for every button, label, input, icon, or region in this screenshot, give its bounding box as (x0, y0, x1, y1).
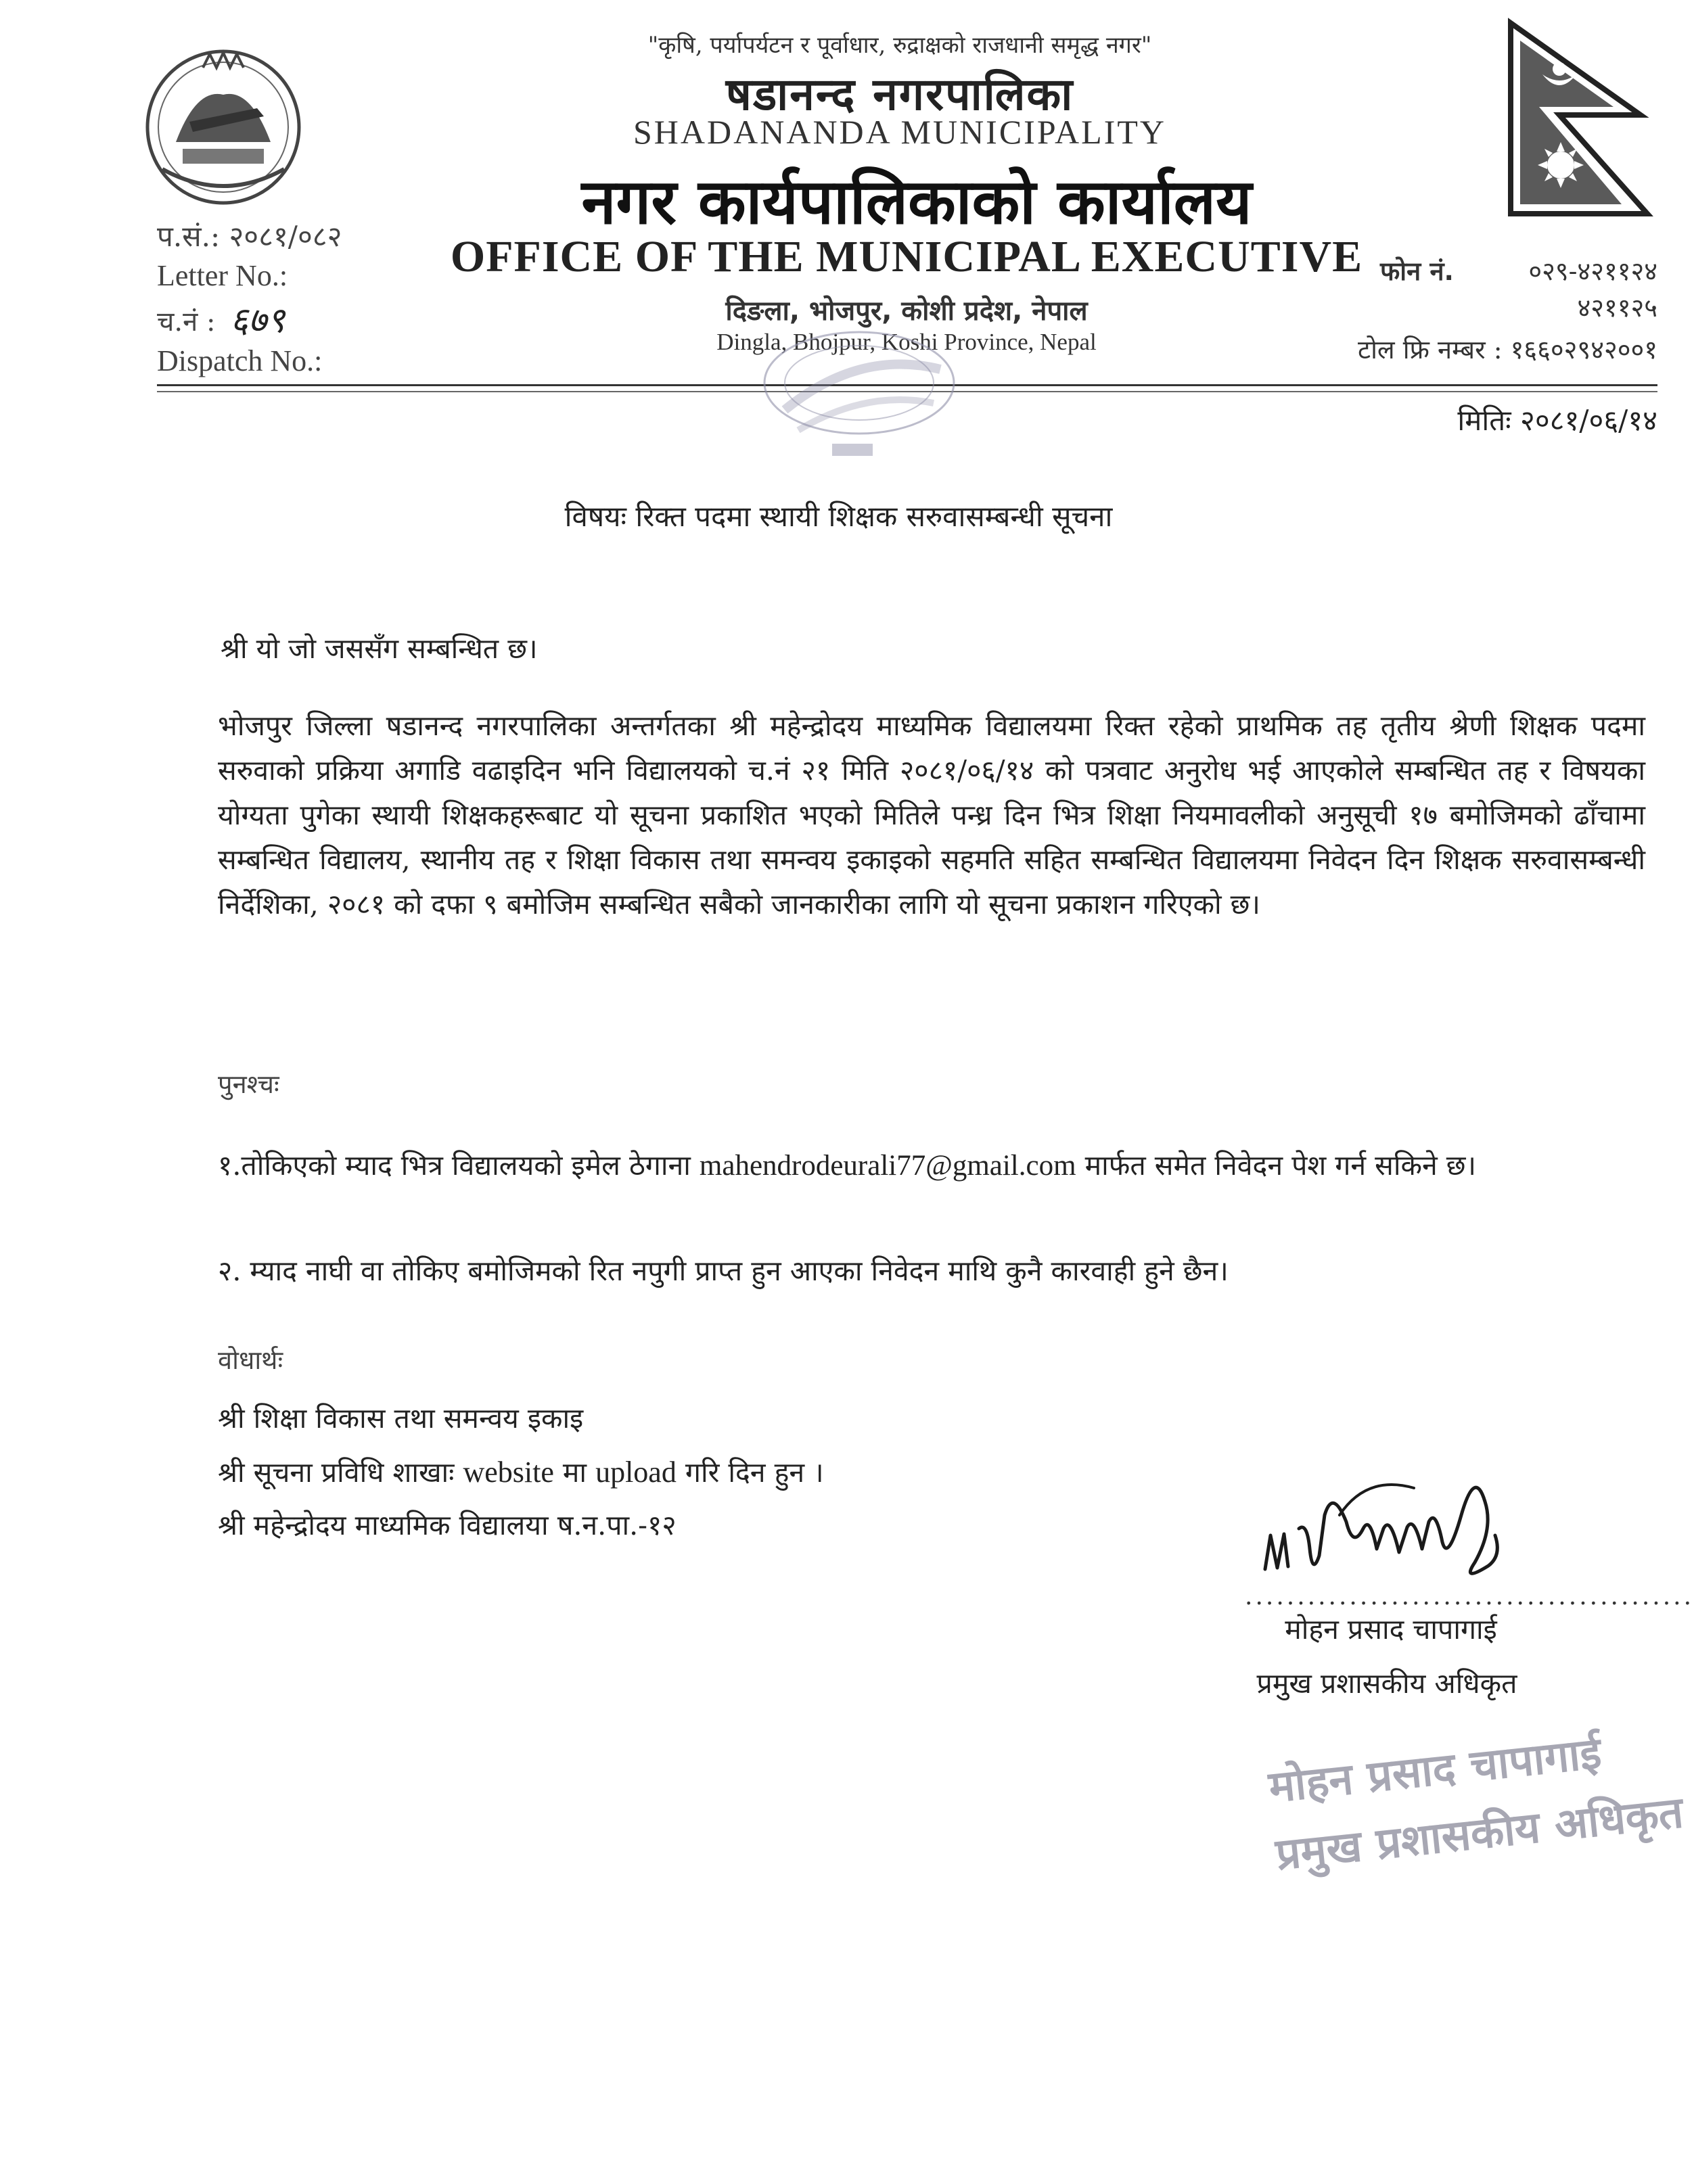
postscript-label: पुनश्चः (218, 1069, 279, 1099)
cc-recipient-2-c: मा (562, 1456, 587, 1489)
address-english: Dingla, Bhojpur, Koshi Province, Nepal (716, 329, 1097, 355)
letter-number-english-label: Letter No.: (157, 259, 288, 292)
office-name-english: OFFICE OF THE MUNICIPAL EXECUTIVE (450, 232, 1363, 281)
letter-subject: विषयः रिक्त पदमा स्थायी शिक्षक सरुवासम्बन्धी सूचना (564, 500, 1113, 533)
cc-recipient-2-upload: upload (595, 1456, 677, 1489)
nepal-emblem-icon (135, 41, 311, 210)
postscript-item-1-text: १.तोकिएको म्याद भित्र विद्यालयको इमेल ठेगाना (218, 1149, 691, 1182)
signatory-title: प्रमुख प्रशासकीय अधिकृत (1256, 1667, 1517, 1700)
dispatch-number-handwritten: ६७९ (230, 300, 285, 341)
signature-line: ........................................... (1245, 1583, 1694, 1610)
postscript-item-1-text-end: मार्फत समेत निवेदन पेश गर्न सकिने छ। (1084, 1149, 1477, 1182)
school-email-address: mahendrodeurali77@gmail.com (699, 1150, 1076, 1182)
phone-number-1: ०२९-४२११२४ (1528, 256, 1657, 286)
signatory-name: मोहन प्रसाद चापागाई (1285, 1613, 1497, 1646)
cc-recipient-2-e: गरि दिन हुन । (685, 1456, 824, 1489)
office-name-nepali: नगर कार्यपालिकाको कार्यालय (581, 166, 1252, 238)
cc-recipient-2 (218, 1453, 824, 1491)
stamp-name-line: मोहन प्रसाद चापागाई (1266, 1728, 1604, 1813)
cc-label: वोधार्थः (218, 1345, 283, 1375)
municipality-name-english: SHADANANDA MUNICIPALITY (633, 113, 1167, 151)
dispatch-number-nepali-label: च.नं : (157, 306, 216, 338)
letter-number-nepali: प.सं.: २०८१/०८२ (157, 220, 342, 253)
dispatch-number-english-label: Dispatch No.: (157, 344, 323, 377)
toll-free-number: टोल फ्रि नम्बर : १६६०२९४२००१ (1357, 335, 1657, 365)
postscript-item-1 (218, 1143, 1645, 1188)
municipality-motto: "कृषि, पर्यापर्यटन र पूर्वाधार, रुद्राक्षको राजधानी समृद्ध नगर" (647, 32, 1152, 59)
signatory-name-stamp (1258, 1711, 1686, 1905)
office-seal-stamp (744, 329, 961, 464)
handwritten-signature (1245, 1447, 1529, 1596)
municipality-name-nepali: षडानन्द नगरपालिका (725, 68, 1074, 120)
cc-recipient-1: श्री शिक्षा विकास तथा समन्वय इकाइ (218, 1402, 584, 1435)
cc-recipient-3: श्री महेन्द्रोदय माध्यमिक विद्यालया ष.न.पा.-१२ (218, 1509, 677, 1541)
cc-recipient-2-website: website (463, 1456, 554, 1489)
body-paragraph: भोजपुर जिल्ला षडानन्द नगरपालिका अन्तर्गतका श्री महेन्द्रोदय माध्यमिक विद्यालयमा रिक्त रहेको प्राथमिक तह तृतीय श्रेणी शिक्षक पदमा सरुवाको प्रक्रिया अगाडि वढाइदिन भनि विद्यालयको च.नं २१ मिति २०८१/०६/१४ को पत्रवाट अनुरोध भई आएकोले सम्बन्धित तह र विषयका योग्यता पुगेका स्थायी शिक्षकहरूबाट यो सूचना प्रकाशित भएको मितिले पन्ध्र दिन भित्र शिक्षा नियमावलीको अनुसूची १७ बमोजिमको ढाँचामा सम्बन्धित विद्यालय, स्थानीय तह र शिक्षा विकास तथा समन्वय इकाइको सहमति सहित सम्बन्धित विद्यालयमा निवेदन दिन शिक्षक सरुवासम्बन्धी निर्देशिका, २०८१ को दफा ९ बमोजिम सम्बन्धित सबैको जानकारीका लागि यो सूचना प्रकाशन गरिएको छ। (218, 710, 1645, 921)
stamp-title-line: प्रमुख प्रशासकीय अधिकृत (1273, 1788, 1686, 1880)
phone-number-2: ४२११२५ (1577, 293, 1657, 323)
salutation: श्री यो जो जससँग सम्बन्धित छ। (221, 632, 538, 665)
phone-label: फोन नं. (1380, 256, 1454, 286)
postscript-item-2: २. म्याद नाघी वा तोकिए बमोजिमको रित नपुगी प्राप्त हुन आएका निवेदन माथि कुनै कारवाही हुने छैन। (218, 1255, 1229, 1287)
letter-date: मितिः २०८१/०६/१४ (1457, 404, 1657, 437)
cc-recipient-2-a: श्री सूचना प्रविधि शाखाः (218, 1456, 455, 1489)
nepal-flag-icon (1505, 20, 1657, 216)
address-nepali: दिङला, भोजपुर, कोशी प्रदेश, नेपाल (725, 296, 1088, 327)
